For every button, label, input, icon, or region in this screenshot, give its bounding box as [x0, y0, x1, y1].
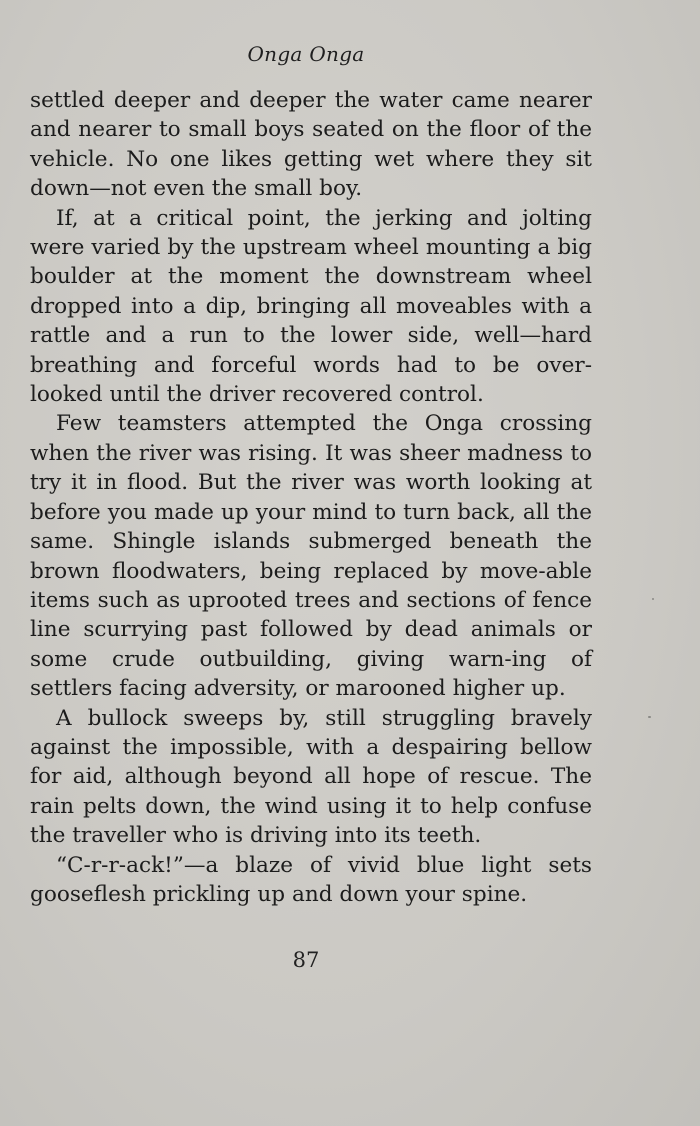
paragraph-5: “C-r-r-ack!”—a blaze of vivid blue light sets gooseflesh prickling up and down your spine.: [30, 852, 592, 907]
paragraph-2: If, at a critical point, the jerking and jolting were varied by the upstream wheel mounting a big boulder at the moment the downstream wheel dropped into a dip, bringing all moveables with a rattle and a run to the lower side, well—hard breathing and forceful words had to be over-looked until the driver recovered control.: [30, 205, 592, 408]
paragraph-1: settled deeper and deeper the water came nearer and nearer to small boys seated on the floor of the vehicle. No one likes getting wet where they sit down—not even the small boy.: [30, 88, 592, 202]
paragraph-3: Few teamsters attempted the Onga crossing when the river was rising. It was sheer madness to try it in flood. But the river was worth looking at before you made up your mind to turn back, all the same. Shingle islands submerged beneath the brown floodwaters, being replaced by move-able items such as uprooted trees and sections of fence line scurrying past followed by dead animals or some crude outbuilding, giving warn-ing of settlers facing adversity, or marooned higher up.: [30, 411, 592, 702]
paper-speck: [648, 716, 651, 718]
page-number: 87: [292, 948, 320, 972]
running-head: Onga Onga: [247, 42, 365, 66]
paper-speck: [652, 598, 654, 600]
body-text: [30, 86, 592, 909]
paragraph-4: A bullock sweeps by, still struggling bravely against the impossible, with a despairing bellow for aid, although beyond all hope of rescue. The rain pelts down, the wind using it to help confuse the traveller who is driving into its teeth.: [30, 705, 592, 849]
